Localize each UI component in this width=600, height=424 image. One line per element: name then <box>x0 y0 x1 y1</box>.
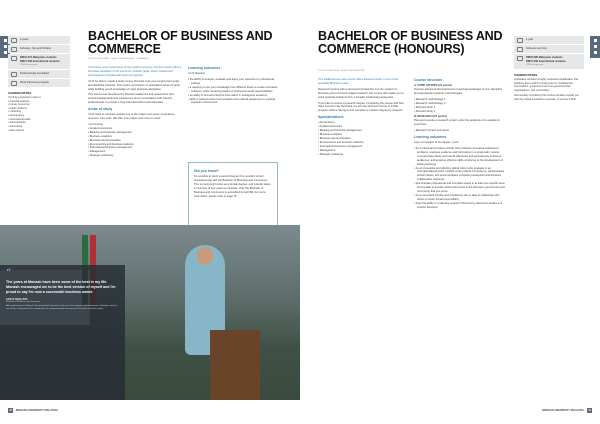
testimonial-quote: “ The years at Monash have been some of the best in my life. Monash encouraged me to be the best version of myself and I'm proud to say I'm now a successful business owner. SANAS SIDIQ 2009 Bachelor of Business and Commerce After graduating from Monash, Sanas founded a business of her own that supports small enterprises in Malaysia and has since been recognised for her contributions to entrepreneurship and women in business across the region. <box>0 265 125 400</box>
structure-column: Course structure A. CORE STUDIES (24 points) Develop advanced theoretical and contextual knowledge of your discipline and appropriate research methodologies. • Research methodology 1 • Research methodology 2 • Directed study 1 • Directed study 2 B. RESEARCH (24 points) Plan and execute a research project under the guidance of an academic supervisor. • Research project and report. Learning outcomes Upon completion of the degree, you'll: • be a critical and creative scholar who produces innovative solutions to problems, analyses evidence and information in a systematic manner, communicates ideas and results effectively and persuasively to diverse audiences, and acquires effective skills conducive to the development of lifelong learning • be an innovative and effective global citizen who engages in an internationalised world, exhibits cross-cultural competence, demonstrates ethical values, and accommodates competing viewpoints and achieves collaborative outcomes • demonstrate professional and compliant works in at least one specific area and be able to provide solid involvement to the business, government and community that you serve • be a committed scholar and practitioner who is able to collaborate with others to foster social responsibility • have the ability to undertake research informed by advanced studies in a specific discipline. <box>414 78 506 212</box>
fees-row: RM45,285 Malaysian students RM47,469 International students *2018 fees per year <box>514 54 584 69</box>
money-icon <box>11 56 17 61</box>
testimonial-name: SANAS SIDIQ 2009 <box>6 298 28 302</box>
career-paths: CAREER PATHS You'll be prepared to work in: • financial analysis • human resources • public relations • marketing • accountancy • international trade • administration • advertising • data science. <box>8 91 70 132</box>
intake-row: February, July and October <box>8 45 70 53</box>
course-codes: CRICOS CODE 00008C · MQA CODE R/345/6/0119 <box>318 70 365 72</box>
lectern <box>210 330 260 400</box>
career-paths: CAREER PATHS Graduates will have a highly respected qualification that positions them well for employment in multinational corporations, government and non-governmental organisations, and universities. Successfully completing this course will also provide you with the critical foundation necessary to pursue a PhD. <box>514 72 579 101</box>
areas-heading: Areas of study <box>88 107 113 112</box>
page-title: BACHELOR OF BUSINESS AND COMMERCE (HONOURS) <box>318 29 503 56</box>
course-codes: CRICOS CODE 00008C · MQA CODE R/340/6/0002 · MQA/FA5010 <box>88 58 149 60</box>
outcomes-column: Learning outcomes You'll develop: • the ability to analyse, evaluate and apply your expertise to professional settings • a capacity to use your knowledge from different areas to create innovative solutions, while remaining aware of ethical and social responsibilities • an ability to find and interpret information in ambiguous situations • skills in interpersonal communication and cultural awareness in a global business environment. <box>188 66 282 107</box>
page-footer: MONASH UNIVERSITY MALAYSIA <box>16 409 58 412</box>
speaker-face <box>197 247 213 265</box>
fees-row: RM45,273 Malaysian students RM47,469 International students *2018 fees per year <box>8 54 70 69</box>
briefcase-icon <box>11 81 17 86</box>
structure-heading: Course structure <box>414 78 443 82</box>
course-facts-sidebar <box>514 36 584 102</box>
page-footer: MONASH UNIVERSITY MALAYSIA <box>542 409 584 412</box>
clock-icon <box>517 38 523 43</box>
intro-column: Commerce is the cornerstone of the modern economy, and this course offers a first-class education in the economic, political, legal, social, cultural and technological principles that hold it all together. You'll be able to create a study course that best suits your employment goals and discipline interests. This means you'll focus on specialised areas of study while building sound knowledge of major business disciplines. This course was developed by Monash academics and researchers from various backgrounds and experiences and in consultation with industry professionals, to provide a truly international-focused education. Areas of study You'll need to complete at least one of the majors and seven compulsory, common, core units. We offer nine majors and more to come: • Accounting • Applied economics • Banking and financial management • Business analytics • Business law and taxation • Econometrics and business statistics • International business management • Management • Strategic marketing. <box>88 66 182 160</box>
calendar-icon <box>11 47 17 52</box>
core-units-list: • Research methodology 1 • Research methodology 2 • Directed study 1 • Directed study 2 <box>414 98 506 114</box>
clock-icon <box>11 38 17 43</box>
duration-row: 3 years <box>8 36 70 44</box>
outcomes-heading: Learning outcomes <box>188 66 221 70</box>
research-units-list: • Research project and report. <box>414 129 506 133</box>
right-page <box>300 0 600 424</box>
outcomes-heading: Learning outcomes <box>414 135 447 140</box>
course-facts-sidebar <box>8 36 70 132</box>
section-tab <box>590 36 600 58</box>
specialisations-list: • Accountancy • Applied economics • Banking and financial management • Business analytics • Business law and taxation • Econometrics and business statistics • International business management • Management • Strategic marketing. <box>318 121 408 156</box>
page-number: 38 <box>9 409 12 412</box>
accredited-icon <box>11 72 17 77</box>
page-number: 39 <box>588 409 591 412</box>
intake-row: February and July <box>514 45 584 53</box>
outcomes-list: • the ability to analyse, evaluate and apply your expertise to professional settings • a capacity to use your knowledge from different areas to create innovative solutions, while remaining aware of ethical and social responsibilities • an ability to find and interpret information in ambiguous situations • skills in interpersonal communication and cultural awareness in a global business environment. <box>188 78 282 105</box>
page-title: BACHELOR OF BUSINESS AND COMMERCE <box>88 29 273 56</box>
quote-mark-icon: “ <box>6 268 12 279</box>
career-list: • financial analysis • human resources • public relations • marketing • accountancy • international trade • administration • advertising • data science. <box>8 100 70 133</box>
duration-row: 1 year <box>514 36 584 44</box>
accreditation-row: Professionally accredited <box>8 70 70 78</box>
outcomes-list: • be a critical and creative scholar who produces innovative solutions to problems, analyses evidence and information in a systematic manner, communicates ideas and results effectively and persuasively to diverse audiences, and acquires effective skills conducive to the development of lifelong learning • be an innovative and effective global citizen who engages in an internationalised world, exhibits cross-cultural competence, demonstrates ethical values, and accommodates competing viewpoints and achieves collaborative outcomes • demonstrate professional and compliant works in at least one specific area and be able to provide solid involvement to the business, government and community that you serve • be a committed scholar and practitioner who is able to collaborate with others to foster social responsibility • have the ability to undertake research informed by advanced studies in a specific discipline. <box>414 147 506 210</box>
intro-column: This additional one-year course offers advanced study in one of the specialist Business areas. Research content with a structured introduction into the conduct of business and economics-related research, this course will enable you to solve practical problems from a broader intellectual perspective. If you plan to pursue a research degree, completing the course with first-class honours may fast-track you into the Doctoral Course or a PhD program without having to first complete a master's degree by research. Specialisations • Accountancy • Applied economics • Banking and financial management • Business analytics • Business law and taxation • Econometrics and business statistics • International business management • Management • Strategic marketing. <box>318 78 408 158</box>
calendar-icon <box>517 47 523 52</box>
money-icon <box>517 56 523 61</box>
did-you-know-box: Did you know? It's possible to study a second degree from another school simultaneously with the Bachelor of Business and Commerce. This is commonly known as a double degree, and typically takes a minimum of four years to complete. Only the Bachelor of Business and Commerce is accredited by AACSB. For more information, please refer to page 76. <box>188 162 278 272</box>
placement-row: Work placement program <box>8 79 70 87</box>
specialisations-heading: Specialisations <box>318 115 344 120</box>
majors-list: • Accounting • Applied economics • Banking and financial management • Business analytics • Business law and taxation • Econometrics and business statistics • International business management • Management • Strategic marketing. <box>88 123 182 158</box>
